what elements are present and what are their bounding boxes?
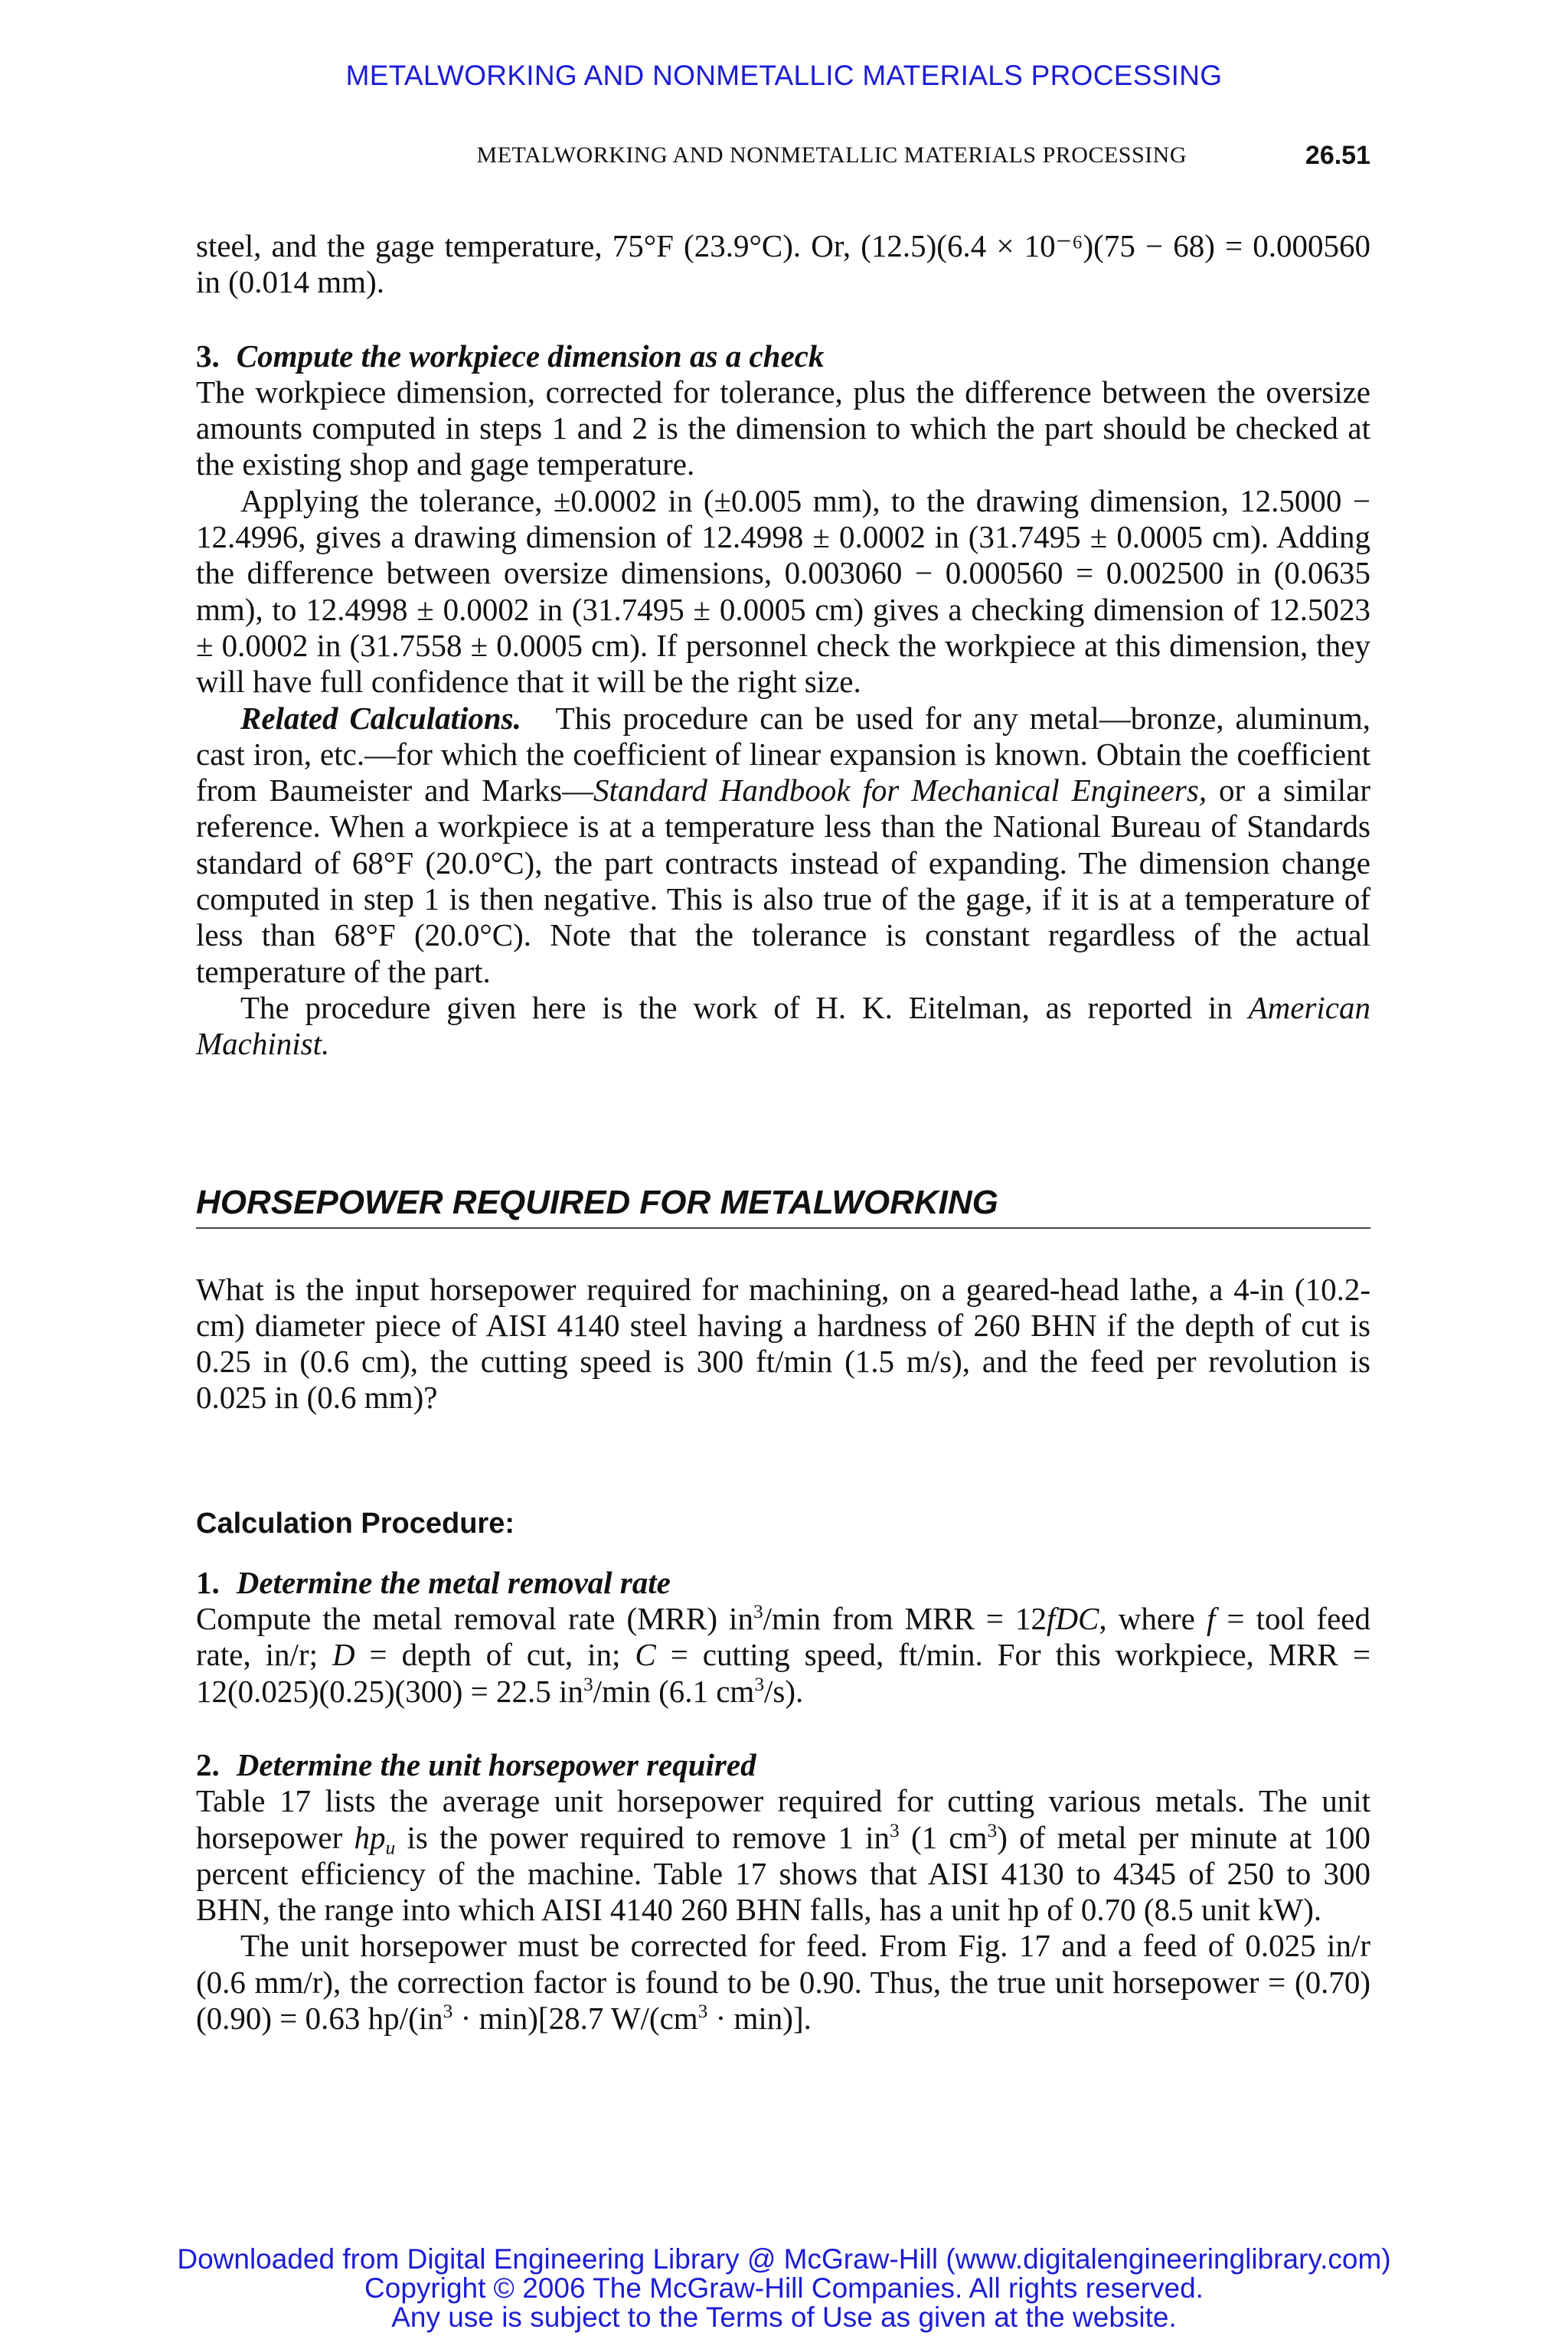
step-3-paragraph-2: Applying the tolerance, ±0.0002 in (±0.005 mm), to the drawing dimension, 12.5000 − 12.4996, gives a drawing dimension of 12.4998 ± 0.0002 in (31.7495 ± 0.0005 cm). Adding the difference between oversize dimensions, 0.003060 − 0.000560 = 0.002500 in (0.0635 mm), to 12.4998 ± 0.0002 in (31.7495 ± 0.0005 cm) gives a checking dimension of 12.5023 ± 0.0002 in (31.7558 ± 0.0005 cm). If personnel check the workpiece at this dimension, they will have full confidence that it will be the right size. xyxy=(196,482,1370,700)
running-head xyxy=(196,142,1370,173)
step-2-paragraph-1: Table 17 lists the average unit horsepower required for cutting various metals. The unit horsepower $hp_u$ is the power required to remove 1 $in^3$ (1 $cm^3$) of metal per minute at 100 percent efficiency of the machine. Table 17 shows that AISI 4130 to 4345 of 250 to 300 BHN, the range into which AISI 4140 260 BHN falls, has a unit hp of 0.70 (8.5 unit kW). xyxy=(196,1783,1370,1928)
related-calculations-paragraph xyxy=(196,701,1370,990)
footer-download-line: Downloaded from Digital Engineering Library @ McGraw-Hill (www.digitalengineeringlibrary.com) xyxy=(177,2243,1391,2275)
footer-terms-line: Any use is subject to the Terms of Use as given at the website. xyxy=(391,2301,1177,2333)
problem-statement: What is the input horsepower required for machining, on a geared-head lathe, a 4-in (10.2-cm) diameter piece of AISI 4140 steel having a hardness of 260 BHN if the depth of cut is 0.25 in (0.6 cm), the cutting speed is 300 ft/min (1.5 m/s), and the feed per revolution is 0.025 in (0.6 mm)? xyxy=(196,1271,1370,1416)
running-title: METALWORKING AND NONMETALLIC MATERIALS PROCESSING xyxy=(476,142,1187,168)
step-number: 2. xyxy=(196,1746,220,1782)
book-title: Standard Handbook for Mechanical Engineers, xyxy=(593,773,1207,808)
related-text-2: or a similar reference. When a workpiece is at a temperature less than the National Bureau of Standards standard of 68°F (20.0°C), the part contracts instead of expanding. The dimension change computed in step 1 is then negative. This is also true of the gage, if it is at a temperature of less than 68°F (20.0°C). Note that the tolerance is constant regardless of the actual temperature of the part. xyxy=(196,773,1370,989)
step-3-paragraph-1: The workpiece dimension, corrected for tolerance, plus the difference between the oversize amounts computed in steps 1 and 2 is the dimension to which the part should be checked at the existing shop and gage temperature. xyxy=(196,374,1370,482)
step-title: Determine the metal removal rate xyxy=(236,1564,671,1600)
step-2-heading xyxy=(196,1747,1370,1783)
calculation-procedure-heading: Calculation Procedure: xyxy=(196,1507,514,1540)
step-title: Compute the workpiece dimension as a check xyxy=(236,338,825,374)
step-number: 3. xyxy=(196,338,220,374)
source-text: The procedure given here is the work of H. K. Eitelman, as reported in xyxy=(240,989,1233,1025)
copyright-footer xyxy=(0,2245,1568,2332)
page-body xyxy=(196,228,1370,2037)
step-1-paragraph: Compute the metal removal rate (MRR) $in^3/\min$ from MRR = 12fDC, where f = tool feed rate, in/r; D = depth of cut, in; C = cutting speed, ft/min. For this workpiece, MRR = 12(0.025)(0.25)(300) = 22.5 $in^3/\min$ (6.1 $cm^3/s$). xyxy=(196,1600,1370,1709)
document-source-header: METALWORKING AND NONMETALLIC MATERIALS PROCESSING xyxy=(345,60,1223,91)
source-publication: American Machinist. xyxy=(196,989,1370,1062)
section-title: HORSEPOWER REQUIRED FOR METALWORKING xyxy=(196,1183,1370,1229)
step-number: 1. xyxy=(196,1564,220,1600)
related-text-1: This procedure can be used for any metal—bronze, aluminum, cast iron, etc.—for which the coefficient of linear expansion is known. Obtain the coefficient from Baumeister and Marks— xyxy=(196,700,1370,808)
step-1-heading xyxy=(196,1565,1370,1601)
step-title: Determine the unit horsepower required xyxy=(236,1746,756,1782)
continued-paragraph: steel, and the gage temperature, 75°F (23.9°C). Or, (12.5)(6.4 × 10⁻⁶)(75 − 68) = 0.000560 in (0.014 mm). xyxy=(196,228,1370,300)
page-number: 26.51 xyxy=(1305,141,1370,170)
related-calculations-label: Related Calculations. xyxy=(240,700,521,736)
step-3-heading xyxy=(196,338,1370,374)
step-2-paragraph-2: The unit horsepower must be corrected for feed. From Fig. 17 and a feed of 0.025 in/r (0.6 mm/r), the correction factor is found to be 0.90. Thus, the true unit horsepower = (0.70)(0.90) = 0.63 $hp/(in^3 \cdot \min)[28.7$ $W/(cm^3 \cdot \min)$]. xyxy=(196,1928,1370,2036)
source-paragraph xyxy=(196,990,1370,1063)
footer-copyright-line: Copyright © 2006 The McGraw-Hill Companies. All rights reserved. xyxy=(364,2272,1204,2304)
